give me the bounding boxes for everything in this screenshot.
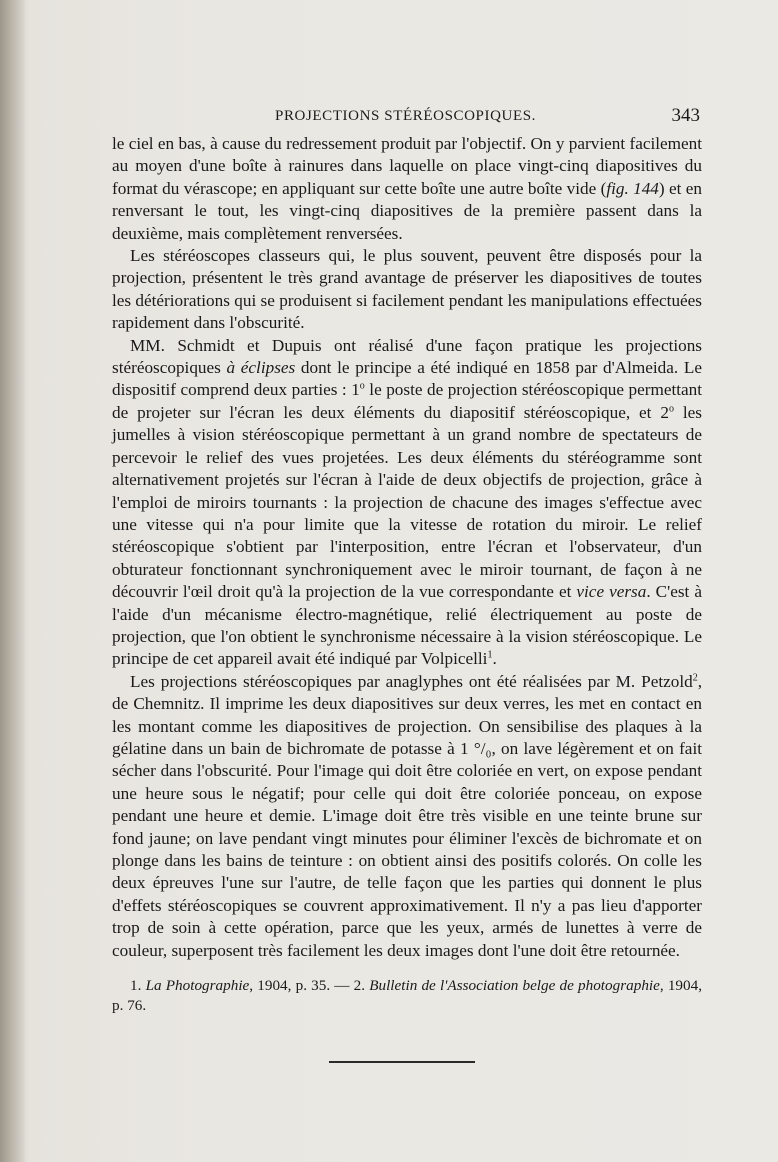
end-rule — [329, 1061, 475, 1063]
text-run: , 1904, p. 35. — 2. — [249, 977, 370, 994]
text-run: les jumelles à vision stéréoscopique permettant à un grand nombre de spectateurs de percevoir le relief des vues projetées. Les deux éléments du stéréogramme sont alternativement projetés sur l'écran à l'aide de deux objectifs de projection, grâce à l'emploi de miroirs tournants : la projection de chacune des images s'effectue avec une vitesse qui n'a pour limite que la vitesse de rotation du miroir. Le relief stéréoscopique s'obtient par l'interposition, entre l'écran et l'observateur, d'un obturateur fonctionnant synchroniquement avec le miroir tournant, de façon à ne découvrir l'œil droit qu'à la projection de la vue correspondante et — [112, 402, 702, 602]
page-header — [112, 105, 700, 131]
text-run: le poste de projection stéréoscopique permettant de projeter sur l'écran les deux éléments du diapositif stéréoscopique, et 2 — [112, 380, 702, 422]
text-run: Les stéréoscopes classeurs qui, le plus souvent, peuvent être disposés pour la projection, présentent le très grand avantage de préserver les diapositives de toutes les détériorations qui se produisent si facilement pendant les manipulations effectuées rapidement dans l'obscurité. — [112, 246, 702, 333]
text-run: MM. Schmidt et Dupuis ont réalisé d'une façon pratique les projections stéréoscopiques — [112, 335, 702, 378]
paragraph — [112, 671, 702, 962]
italic-text: vice versa — [576, 582, 647, 602]
footnotes — [112, 976, 702, 1016]
italic-text: La Photographie — [145, 977, 250, 994]
italic-text: fig. 144 — [606, 178, 659, 198]
text-run: . — [492, 649, 497, 669]
text-run: , 1904, p. 76. — [112, 977, 703, 1014]
superscript: o — [668, 403, 674, 415]
running-head: PROJECTIONS STÉRÉOSCOPIQUES. — [275, 108, 537, 124]
paragraph — [112, 335, 702, 671]
paragraph — [112, 133, 702, 245]
superscript: o — [359, 380, 365, 392]
text-run: . C'est à l'aide d'un mécanisme électro-magnétique, relié électriquement au poste de projection, que l'on obtient le synchronisme nécessaire à la vision stéréoscopique. Le principe de cet appareil avait été indiqué par Volpicelli — [112, 582, 702, 669]
text-run: Les projections stéréoscopiques par anaglyphes ont été réalisées par M. Petzold — [130, 671, 693, 691]
text-run: , de Chemnitz. Il imprime les deux diapositives sur deux verres, les met en contact en les montant comme les diapositives de projection. On sensibilise des plaques à la gélatine dans un bain de bichromate de potasse à 1 °/₀, on lave légèrement et on fait sécher dans l'obscurité. Pour l'image qui doit être coloriée en vert, on expose pendant une heure sous le négatif; pour celle qui doit être coloriée ponceau, on expose pendant une heure et demie. L'image doit être très visible en une teinte brune sur fond jaune; on lave pendant vingt minutes pour éliminer l'excès de bichromate et on plonge dans les bains de teinture : on obtient ainsi des positifs colorés. On colle les deux épreuves l'une sur l'autre, de telle façon que les parties qui donnent le plus d'effets stéréoscopiques se couvrent approximativement. Il n'y a pas lieu d'apporter trop de soin à cette opération, parce que les yeux, armés de lunettes à verre de couleur, superposent très facilement les deux images dont l'une doit être retournée. — [112, 671, 702, 960]
text-run: dont le principe a été indiqué en 1858 par d'Almeida. Le dispositif comprend deux parties : 1 — [112, 358, 702, 400]
paragraph — [112, 245, 702, 335]
superscript: 1 — [487, 649, 493, 661]
italic-text: Bulletin de l'Association belge de photographie — [369, 977, 660, 994]
page-binding-shadow — [0, 0, 26, 1162]
body-text — [112, 133, 702, 962]
page-number: 343 — [671, 105, 700, 126]
text-run: 1. — [130, 977, 146, 994]
text-run: ) et en renversant le tout, les vingt-cinq diapositives de la première passent dans la deuxième, mais complètement renversées. — [112, 178, 702, 243]
italic-text: à éclipses — [226, 358, 296, 378]
text-run: le ciel en bas, à cause du redressement produit par l'objectif. On y parvient facilement au moyen d'une boîte à rainures dans laquelle on place vingt-cinq diapositives du format du vérascope; en appliquant sur cette boîte une autre boîte vide ( — [112, 134, 702, 198]
superscript: 2 — [692, 672, 698, 684]
